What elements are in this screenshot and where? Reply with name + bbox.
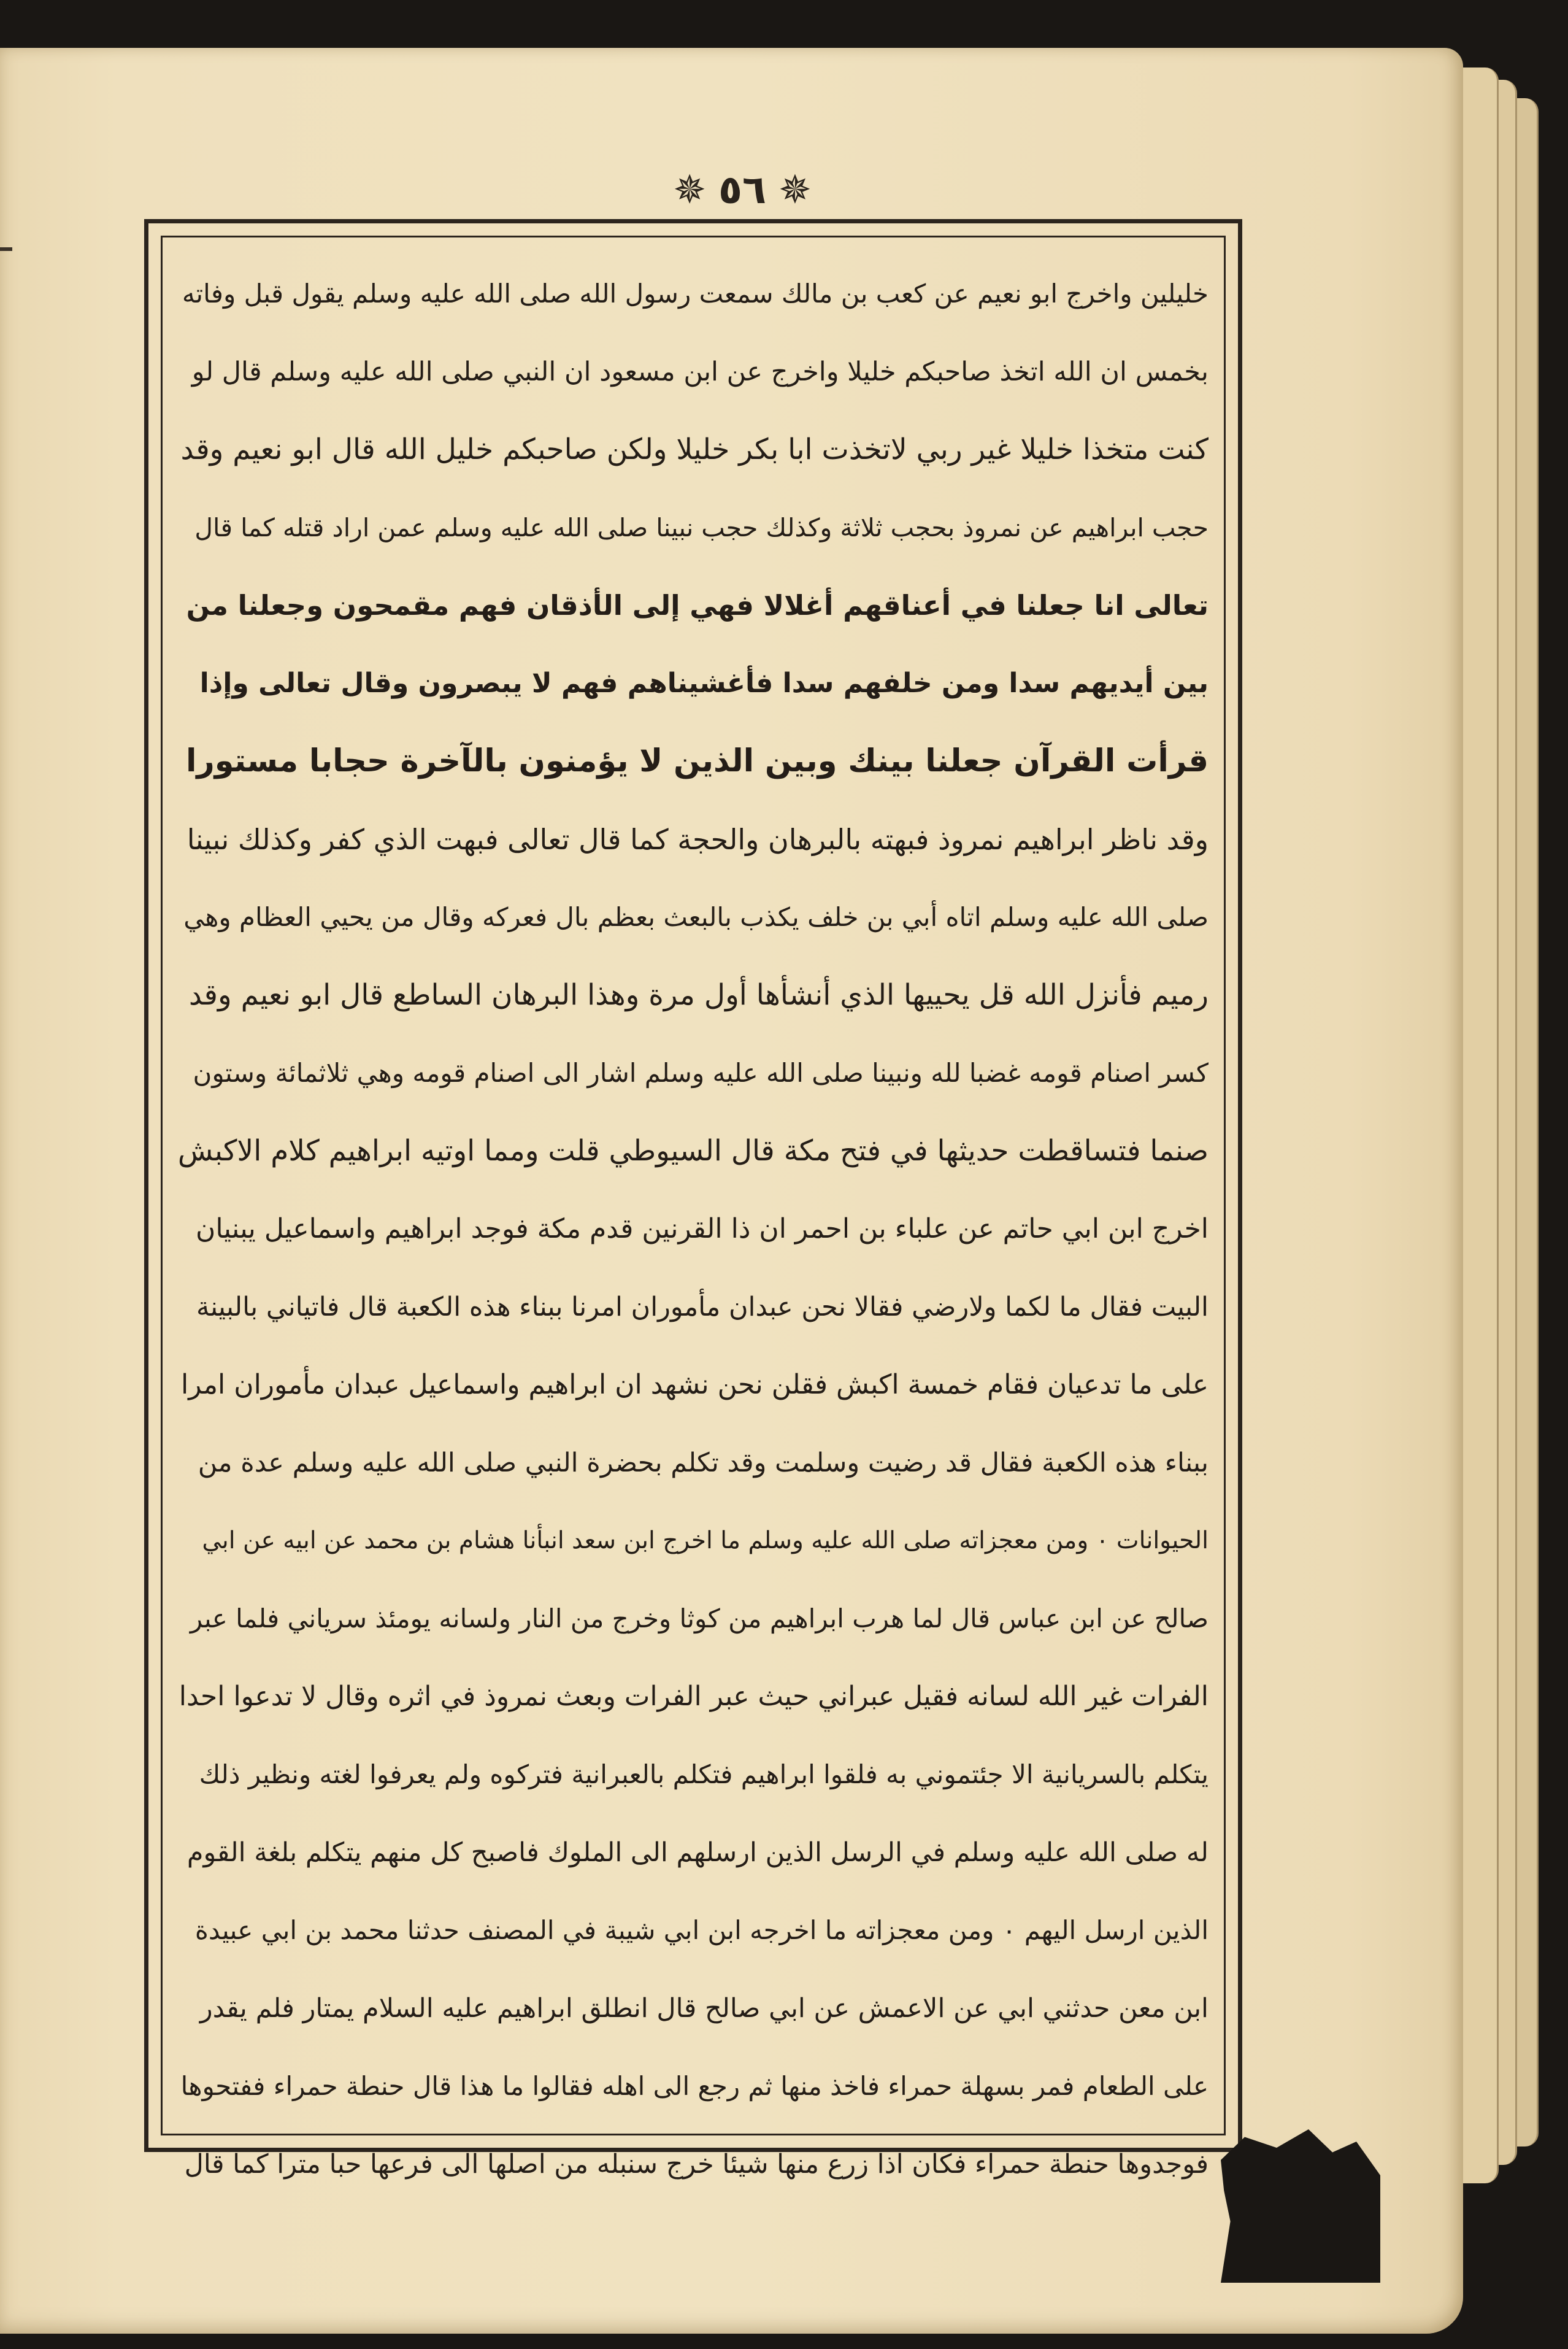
text-line: رميم فأنزل الله قل يحييها الذي أنشأها أول مرة وهذا البرهان الساطع قال ابو نعيم وقد <box>188 978 1209 1012</box>
page-number: ٥٦ <box>718 168 767 213</box>
text-line: الذين ارسل اليهم ٠ ومن معجزاته ما اخرجه ابن ابي شيبة في المصنف حدثنا محمد بن ابي عبيدة <box>194 1915 1209 1945</box>
text-line: كنت متخذا خليلا غير ربي لاتخذت ابا بكر خليلا ولكن صاحبكم خليل الله قال ابو نعيم وقد <box>180 433 1209 466</box>
text-line: البيت فقال ما لكما ولارضي فقالا نحن عبدان مأموران امرنا ببناء هذه الكعبة قال فاتياني بالبينة <box>196 1291 1209 1322</box>
text-line: الحيوانات ٠ ومن معجزاته صلى الله عليه وسلم ما اخرج ابن سعد انبأنا هشام بن محمد عن ابيه عن ابي <box>202 1527 1209 1554</box>
text-line: على ما تدعيان فقام خمسة اكبش فقلن نحن نشهد ان ابراهيم واسماعيل عبدان مأموران امرا <box>180 1369 1209 1400</box>
text-line: اخرج ابن ابي حاتم عن علباء بن احمر ان ذا القرنين قدم مكة فوجد ابراهيم واسماعيل يبنيان <box>196 1213 1209 1244</box>
text-line: صلى الله عليه وسلم اتاه أبي بن خلف يكذب بالبعث بعظم بال فعركه وقال من يحيي العظام وهي <box>183 902 1209 932</box>
star-ornament-icon: ✵ <box>778 168 812 213</box>
text-line: وقد ناظر ابراهيم نمروذ فبهته بالبرهان والحجة كما قال تعالى فبهت الذي كفر وكذلك نبينا <box>186 822 1209 856</box>
text-line: ابن معن حدثني ابي عن الاعمش عن ابي صالح قال انطلق ابراهيم عليه السلام يمتار فلم يقدر <box>199 1992 1209 2024</box>
text-line: على الطعام فمر بسهلة حمراء فاخذ منها ثم رجع الى اهله فقالوا ما هذا قال حنطة حمراء ففتحوها <box>180 2071 1209 2101</box>
text-line: كسر اصنام قومه غضبا لله ونبينا صلى الله عليه وسلم اشار الى اصنام قومه وهي ثلاثمائة وستون <box>193 1058 1209 1088</box>
binding-mark <box>0 247 12 251</box>
text-line: حجب ابراهيم عن نمروذ بحجب ثلاثة وكذلك حجب نبينا صلى الله عليه وسلم عمن اراد قتله كما قال <box>194 512 1209 542</box>
quran-verse-line: تعالى انا جعلنا في أعناقهم أغلالا فهي إلى الأذقان فهم مقمحون وجعلنا من <box>186 589 1209 622</box>
text-line: يتكلم بالسريانية الا جئتموني به فلقوا ابراهيم فتكلم بالعبرانية فتركوه ولم يعرفوا لغته ونظير ذلك <box>199 1759 1209 1789</box>
star-ornament-icon: ✵ <box>673 168 706 213</box>
quran-verse-line: بين أيديهم سدا ومن خلفهم سدا فأغشيناهم فهم لا يبصرون وقال تعالى وإذا <box>199 668 1209 699</box>
torn-corner <box>1221 2129 1380 2283</box>
body-text <box>178 255 1209 2180</box>
text-line: له صلى الله عليه وسلم في الرسل الذين ارسلهم الى الملوك فاصبح كل منهم يتكلم بلغة القوم <box>186 1837 1209 1868</box>
page-header <box>613 153 871 227</box>
text-line: صنما فتساقطت حديثها في فتح مكة قال السيوطي قلت ومما اوتيه ابراهيم كلام الاكبش <box>178 1134 1209 1168</box>
text-line: فوجدوها حنطة حمراء فكان اذا زرع منها شيئا خرج سنبله من اصلها الى فرعها حبا مترا كما قال <box>184 2148 1209 2180</box>
text-line: بخمس ان الله اتخذ صاحبكم خليلا واخرج عن ابن مسعود ان النبي صلى الله عليه وسلم قال لو <box>191 356 1209 387</box>
quran-verse-line: قرأت القرآن جعلنا بينك وبين الذين لا يؤمنون بالآخرة حجابا مستورا <box>185 743 1209 779</box>
text-line: ببناء هذه الكعبة فقال قد رضيت وسلمت وقد تكلم بحضرة النبي صلى الله عليه وسلم عدة من <box>198 1447 1209 1478</box>
text-line: الفرات غير الله لسانه فقيل عبراني حيث عبر الفرات وبعث نمروذ في اثره وقال لا تدعوا احدا <box>179 1681 1209 1712</box>
text-line: خليلين واخرج ابو نعيم عن كعب بن مالك سمعت رسول الله صلى الله عليه وسلم يقول قبل وفاته <box>182 279 1209 309</box>
text-line: صالح عن ابن عباس قال لما هرب ابراهيم من كوثا وخرج من النار ولسانه يومئذ سرياني فلما عبر <box>190 1603 1209 1634</box>
